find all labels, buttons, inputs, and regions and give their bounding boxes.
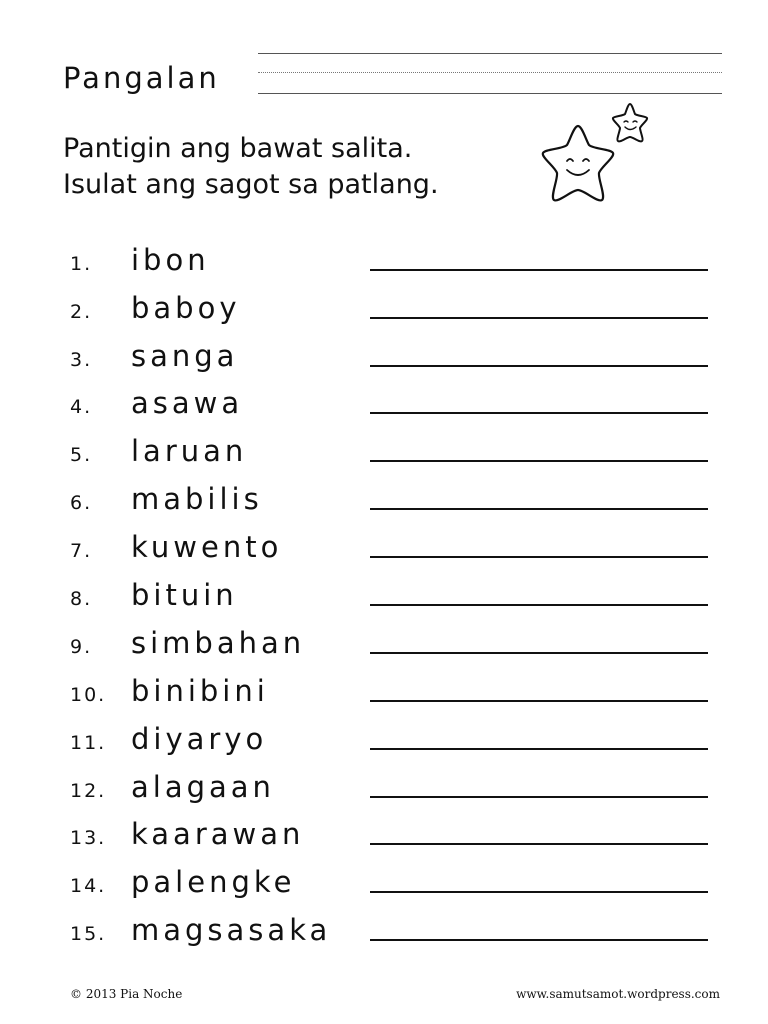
list-item xyxy=(0,433,768,477)
item-word: diyaryo xyxy=(131,722,268,756)
item-number: 15. xyxy=(70,923,107,945)
list-item xyxy=(0,769,768,813)
list-item xyxy=(0,529,768,573)
answer-line[interactable] xyxy=(370,556,708,558)
item-number: 14. xyxy=(70,875,107,897)
item-number: 2. xyxy=(70,301,93,323)
answer-line[interactable] xyxy=(370,652,708,654)
answer-line[interactable] xyxy=(370,412,708,414)
answer-line[interactable] xyxy=(370,748,708,750)
item-number: 8. xyxy=(70,588,93,610)
item-number: 5. xyxy=(70,444,93,466)
name-label: Pangalan xyxy=(63,61,220,95)
answer-line[interactable] xyxy=(370,939,708,941)
item-word: binibini xyxy=(131,674,269,708)
list-item xyxy=(0,864,768,908)
item-number: 7. xyxy=(70,540,93,562)
answer-line[interactable] xyxy=(370,796,708,798)
item-number: 6. xyxy=(70,492,93,514)
item-number: 12. xyxy=(70,780,107,802)
item-number: 13. xyxy=(70,827,107,849)
item-number: 11. xyxy=(70,732,107,754)
answer-line[interactable] xyxy=(370,891,708,893)
item-word: asawa xyxy=(131,386,244,420)
list-item xyxy=(0,481,768,525)
item-word: mabilis xyxy=(131,482,263,516)
list-item xyxy=(0,721,768,765)
answer-line[interactable] xyxy=(370,843,708,845)
instruction-line-1: Pantigin ang bawat salita. xyxy=(63,133,413,164)
answer-line[interactable] xyxy=(370,604,708,606)
list-item xyxy=(0,912,768,956)
website-link[interactable]: www.samutsamot.wordpress.com xyxy=(516,987,720,1001)
item-word: simbahan xyxy=(131,626,306,660)
item-word: alagaan xyxy=(131,770,275,804)
item-number: 4. xyxy=(70,396,93,418)
list-item xyxy=(0,816,768,860)
list-item xyxy=(0,290,768,334)
copyright-text: © 2013 Pia Noche xyxy=(70,987,183,1001)
instruction-line-2: Isulat ang sagot sa patlang. xyxy=(63,169,439,200)
answer-line[interactable] xyxy=(370,365,708,367)
list-item xyxy=(0,385,768,429)
item-word: ibon xyxy=(131,243,210,277)
list-item xyxy=(0,242,768,286)
item-number: 1. xyxy=(70,253,93,275)
list-item xyxy=(0,338,768,382)
list-item xyxy=(0,673,768,717)
item-number: 9. xyxy=(70,636,93,658)
list-item xyxy=(0,625,768,669)
item-word: bituin xyxy=(131,578,238,612)
answer-line[interactable] xyxy=(370,269,708,271)
answer-line[interactable] xyxy=(370,508,708,510)
item-word: baboy xyxy=(131,291,241,325)
answer-line[interactable] xyxy=(370,317,708,319)
list-item xyxy=(0,577,768,621)
item-word: laruan xyxy=(131,434,248,468)
item-number: 3. xyxy=(70,349,93,371)
item-word: kuwento xyxy=(131,530,283,564)
item-word: sanga xyxy=(131,339,239,373)
item-number: 10. xyxy=(70,684,107,706)
answer-line[interactable] xyxy=(370,460,708,462)
item-word: palengke xyxy=(131,865,296,899)
answer-line[interactable] xyxy=(370,700,708,702)
item-word: kaarawan xyxy=(131,817,305,851)
item-word: magsasaka xyxy=(131,913,332,947)
